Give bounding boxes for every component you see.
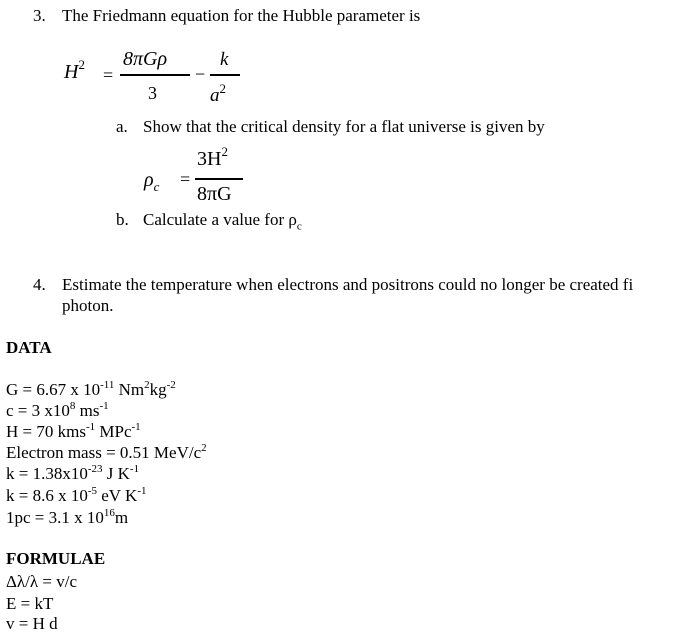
data-line: G = 6.67 x $10^{-11}$ $Nm^2kg^{-2}$: [6, 379, 176, 399]
eq1-fraction-bar-2: [210, 74, 240, 76]
data-line: 1pc = 3.1 x $10^{16}m$: [6, 507, 129, 527]
eq1-minus: −: [195, 64, 206, 84]
formula-line: v = H d: [6, 614, 58, 633]
eq1-numerator-2: k: [220, 49, 229, 70]
question-3-number: 3.: [33, 6, 46, 25]
data-heading: DATA: [6, 338, 52, 357]
part-b-label: b.: [116, 210, 129, 229]
formula-line: Δλ/λ = v/c: [6, 572, 77, 591]
eq2-denominator: 8πG: [197, 183, 232, 205]
question-4-line-2: photon.: [62, 296, 114, 315]
data-line: $k = 1.38x10^{-23}$ J $K^{-1}$: [6, 463, 140, 483]
eq2-numerator: $3H^2$: [197, 144, 228, 170]
eq1-numerator-1: 8πGρ: [123, 48, 168, 70]
data-line: Electron mass = 0.51 MeV/$c^2$: [6, 442, 207, 462]
formula-line: E = kT: [6, 594, 54, 613]
eq1-denominator-2: $a^2$: [210, 81, 226, 106]
data-line: k = 8.6 x $10^{-5}$ eV $K^{-1}$: [6, 485, 147, 505]
question-4-line-1: Estimate the temperature when electrons and positrons could no longer be created fi: [62, 275, 634, 294]
data-line: c = 3 $x10^8$ $ms^{-1}$: [6, 400, 109, 420]
eq2-fraction-bar: [195, 178, 243, 180]
formulae-heading: FORMULAE: [6, 549, 106, 568]
eq1-denominator-1: 3: [148, 83, 157, 103]
part-a-label: a.: [116, 117, 128, 136]
data-line: H = 70 kms$^{-1}$ MPc$^{-1}$: [6, 421, 141, 441]
eq1-lhs: $H^2$: [64, 57, 85, 83]
question-4-number: 4.: [33, 275, 46, 294]
eq2-lhs: $\rho_c$: [144, 169, 160, 194]
part-a-text: Show that the critical density for a flat universe is given by: [143, 117, 545, 136]
eq1-fraction-bar-1: [120, 74, 190, 76]
eq2-equals: =: [180, 169, 191, 189]
question-3-text: The Friedmann equation for the Hubble parameter is: [62, 6, 421, 25]
part-b-text: Calculate a value for $\rho_c$: [143, 210, 302, 233]
eq1-equals: =: [103, 65, 114, 85]
